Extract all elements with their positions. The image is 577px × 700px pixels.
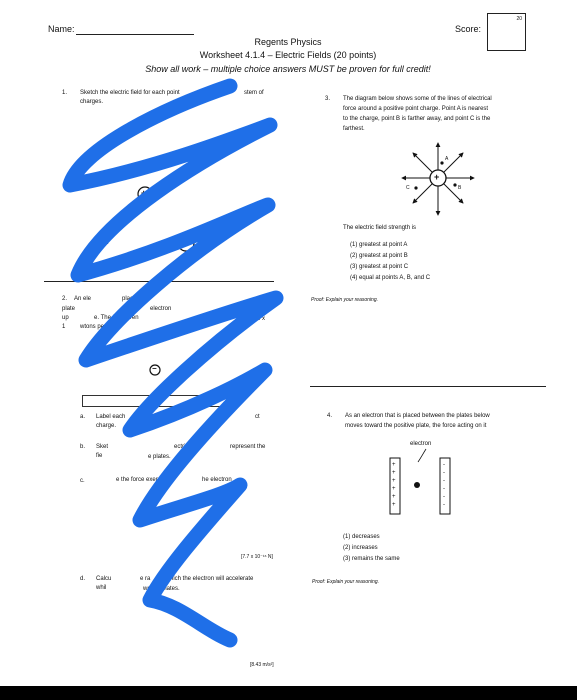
q2b-text: ectric field — [174, 444, 202, 450]
q2d-num: d. — [80, 576, 86, 582]
score-label: Score: — [455, 24, 482, 34]
q2-frag: is 4.8 x — [246, 316, 266, 322]
svg-text:-: - — [443, 494, 445, 500]
q2-frag: ween — [196, 316, 211, 322]
svg-text:-: - — [443, 462, 445, 468]
q3-option-3: (3) greatest at point C — [350, 264, 409, 270]
q3-line-2: force around a positive point charge. Point A is nearest — [343, 106, 489, 112]
q2a-text: Label each — [96, 414, 126, 420]
svg-text:+: + — [392, 462, 396, 468]
q4-option-3: (3) remains the same — [343, 556, 400, 562]
q3-stem: The electric field strength is — [343, 225, 417, 231]
q3-number: 3. — [325, 96, 331, 102]
q2d-text: Calcu — [96, 576, 112, 582]
svg-text:+: + — [392, 486, 396, 492]
q2d-text: e ra — [140, 576, 151, 582]
q1-part-a: a. — [94, 146, 100, 152]
q2-frag: placed b — [122, 296, 145, 302]
worksheet-title: Worksheet 4.1.4 – Electric Fields (20 points) — [199, 50, 377, 60]
svg-text:+: + — [392, 470, 396, 476]
svg-text:-: - — [443, 502, 445, 508]
q2-frag: 1 — [62, 324, 66, 330]
score-max: 20 — [516, 16, 522, 22]
name-label: Name: — [48, 24, 75, 34]
electron-minus: − — [152, 364, 157, 373]
svg-text:-: - — [443, 486, 445, 492]
q4-option-2: (2) increases — [343, 545, 378, 551]
label-c: C — [406, 185, 410, 191]
label-b: B — [458, 185, 462, 191]
q2c-text: he electron — [202, 477, 232, 483]
q2b-num: b. — [80, 444, 86, 450]
q2a-text: charge. — [96, 423, 117, 429]
svg-text:+: + — [392, 478, 396, 484]
q4-proof: Proof: Explain your reasoning. — [312, 579, 379, 585]
q3-option-1: (1) greatest at point A — [350, 242, 408, 248]
q2b-text: fie — [96, 453, 103, 459]
central-charge-sign: + — [434, 172, 440, 182]
q3-option-2: (2) greatest at point B — [350, 253, 408, 259]
q2-frag: An ele — [74, 296, 92, 302]
svg-text:-: - — [443, 478, 445, 484]
q4-line-1: As an electron that is placed between the plates below — [345, 413, 490, 419]
q1-text: Sketch the electric field for each point — [80, 90, 180, 96]
q3-proof: Proof: Explain your reasoning. — [311, 297, 378, 303]
q1-number: 1. — [62, 90, 68, 96]
svg-text:+: + — [392, 494, 396, 500]
q3-line-4: farthest. — [343, 126, 365, 132]
charge-minus-c: - — [183, 236, 186, 246]
q1-text-3: charges. — [80, 99, 104, 105]
scribble-stroke — [70, 86, 276, 640]
svg-text:+: + — [392, 502, 396, 508]
label-a: A — [445, 156, 449, 162]
q4-number: 4. — [327, 413, 333, 419]
q2-frag: plate — [62, 306, 76, 312]
electron-label: electron — [410, 441, 432, 447]
svg-text:-: - — [443, 470, 445, 476]
q3-option-4: (4) equal at points A, B, and C — [350, 275, 431, 281]
q2c-text: e the force exer — [116, 477, 158, 483]
q3-line-3: to the charge, point B is farther away, and point C is the — [343, 116, 491, 122]
q2-number: 2. — [62, 296, 68, 302]
q2-frag: d the — [256, 308, 270, 314]
q2-frag: electron — [150, 306, 172, 312]
q4-option-1: (1) decreases — [343, 534, 380, 540]
q2-frag: rged — [256, 299, 269, 305]
q2b-text: represent the — [230, 444, 266, 450]
q2-frag: e. The field stren — [94, 315, 139, 321]
q2b-text: e plates. — [148, 454, 171, 460]
q2d-text: whil — [96, 585, 107, 591]
q2b-text: Sket — [96, 444, 109, 450]
q2-frag: up — [62, 315, 69, 321]
q2a-text: ct — [255, 414, 260, 420]
q2d-text: plates. — [162, 586, 180, 592]
q2a-text: e diagr — [158, 414, 177, 420]
q2a-num: a. — [80, 414, 86, 420]
q1-part-c: c. — [104, 240, 109, 246]
q2d-text: hich the electron will accelerate — [170, 576, 254, 582]
course-title: Regents Physics — [254, 37, 322, 47]
q2-frag: wtons per coulo — [80, 324, 123, 330]
q2d-answer: [8.43 m/s²] — [250, 662, 274, 668]
q1-text-2: stem of — [244, 90, 264, 96]
q2c-answer: [7.7 x 10⁻¹⁶ N] — [241, 554, 273, 560]
q3-line-1: The diagram below shows some of the lines of electrical — [343, 96, 492, 102]
instructions: Show all work – multiple choice answers MUST be proven for full credit! — [145, 64, 431, 74]
q2c-num: c. — [80, 478, 85, 484]
charge-plus-a: + — [141, 188, 147, 198]
q2d-text: wee — [143, 586, 155, 592]
q4-line-2: moves toward the positive plate, the force acting on it — [345, 423, 487, 429]
